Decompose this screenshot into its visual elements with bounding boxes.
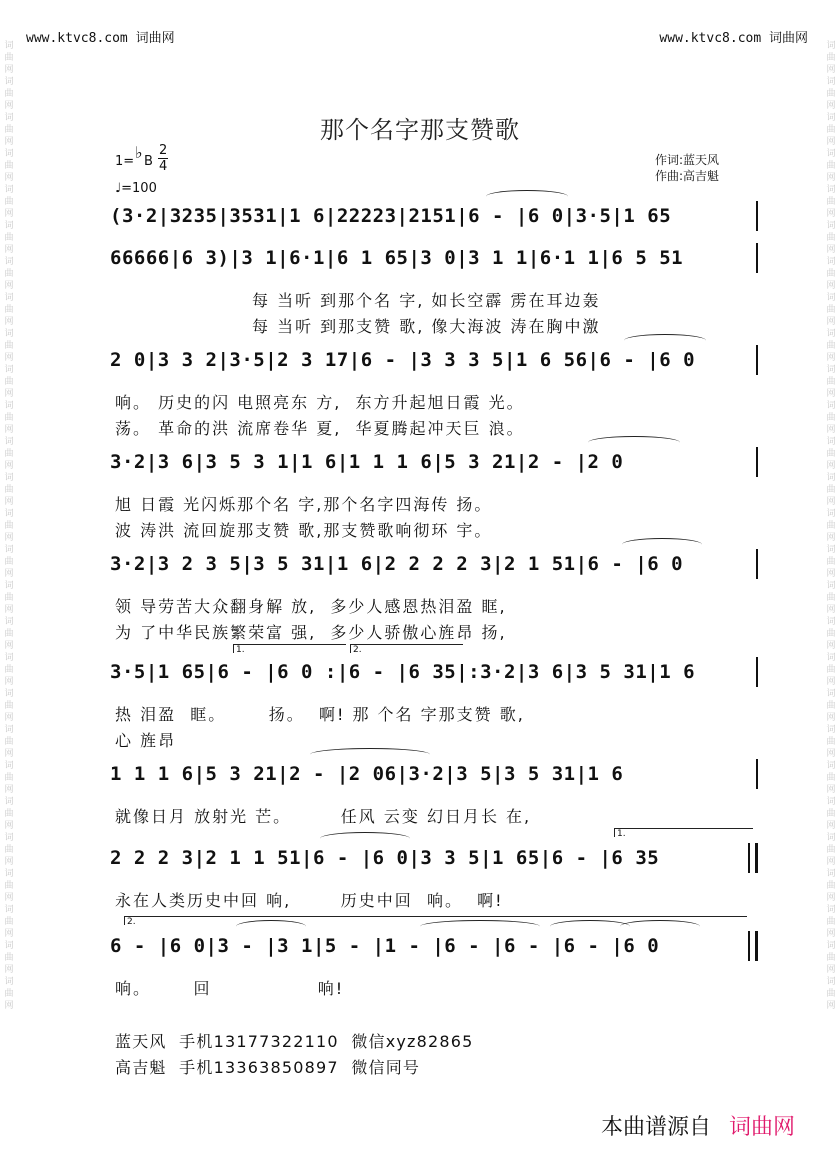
music-line-1: (3·2|3235|3531|1 6|22223|2151|6 - |6 0|3·5|1 65 — [110, 205, 672, 227]
lyric-verse-2: 为 了中华民族繁荣富 强, 多少人骄傲心旌昂 扬, — [115, 623, 507, 642]
key-one: 1= — [115, 154, 135, 169]
side-watermark-right: 词曲网词曲网词曲网词曲网词曲网词曲网词曲网词曲网词曲网词曲网词曲网词曲网词曲网词曲网词曲网词曲网词曲网词曲网词曲网词曲网词曲网词曲网词曲网词曲网词曲网词曲网词曲网 — [826, 41, 836, 1011]
music-line-8: 2 2 2 3|2 1 1 51|6 - |6 0|3 3 5|1 65|6 - |6 35 — [110, 847, 660, 869]
volta-1: 1. — [233, 644, 346, 653]
slur — [486, 190, 568, 203]
volta-2: 2. — [124, 916, 747, 925]
slur — [420, 920, 540, 933]
slur — [320, 832, 410, 845]
music-line-4: 3·2|3 6|3 5 3 1|1 6|1 1 1 6|5 3 21|2 - |2 0 — [110, 451, 624, 473]
lyricist: 作词:蓝天风 — [655, 153, 720, 167]
time-signature — [158, 143, 168, 174]
lyric-verse-1: 每 当听 到那个名 字, 如长空霹 雳在耳边轰 — [252, 291, 601, 310]
barline — [756, 201, 758, 231]
time-bottom: 4 — [159, 159, 168, 174]
composer: 作曲:高吉魁 — [655, 169, 720, 183]
lyric-verse-1: 就像日月 放射光 芒。 任风 云变 幻日月长 在, — [115, 807, 532, 826]
lyric-verse-2: 荡。 革命的洪 流席卷华 夏, 华夏腾起冲天巨 浪。 — [115, 419, 525, 438]
music-line-6: 3·5|1 65|6 - |6 0 :|6 - |6 35|:3·2|3 6|3 5 31|1 6 — [110, 661, 696, 683]
slur — [236, 920, 306, 933]
volta-1: 1. — [614, 828, 753, 837]
barline — [756, 549, 758, 579]
source-footer — [601, 1110, 795, 1141]
site-url-right[interactable]: www.ktvc8.com 词曲网 — [659, 31, 808, 46]
key-letter: B — [144, 154, 153, 169]
volta-2: 2. — [350, 644, 463, 653]
contact-composer: 高吉魁 手机13363850897 微信同号 — [115, 1058, 421, 1077]
barline — [756, 759, 758, 789]
source-brand-link[interactable]: 词曲网 — [728, 1115, 795, 1140]
repeat-barline — [748, 843, 758, 873]
music-line-3: 2 0|3 3 2|3·5|2 3 17|6 - |3 3 3 5|1 6 56|6 - |6 0 — [110, 349, 696, 371]
music-line-9: 6 - |6 0|3 - |3 1|5 - |1 - |6 - |6 - |6 - |6 0 — [110, 935, 660, 957]
slur — [550, 920, 630, 933]
key-signature — [113, 143, 193, 199]
flat-icon: ♭ — [135, 143, 143, 162]
barline — [756, 243, 758, 273]
lyric-verse-1: 领 导劳苦大众翻身解 放, 多少人感恩热泪盈 眶, — [115, 597, 507, 616]
lyric-verse-1: 响。 历史的闪 电照亮东 方, 东方升起旭日霞 光。 — [115, 393, 525, 412]
tempo-mark: ♩=100 — [115, 181, 157, 196]
slur — [620, 920, 700, 933]
slur — [588, 436, 680, 449]
lyric-verse-2: 波 涛洪 流回旋那支赞 歌,那支赞歌响彻环 宇。 — [115, 521, 493, 540]
side-watermark-left: 词曲网词曲网词曲网词曲网词曲网词曲网词曲网词曲网词曲网词曲网词曲网词曲网词曲网词曲网词曲网词曲网词曲网词曲网词曲网词曲网词曲网词曲网词曲网词曲网词曲网词曲网词曲网 — [4, 41, 14, 1011]
lyric-verse-1: 永在人类历史中回 响, 历史中回 响。 啊! — [115, 891, 504, 910]
slur — [310, 748, 430, 761]
final-barline — [748, 931, 758, 961]
lyric-verse-1: 旭 日霞 光闪烁那个名 字,那个名字四海传 扬。 — [115, 495, 493, 514]
lyric-verse-2: 心 旌昂 — [115, 731, 177, 750]
time-top: 2 — [159, 143, 168, 158]
music-line-5: 3·2|3 2 3 5|3 5 31|1 6|2 2 2 2 3|2 1 51|6 - |6 0 — [110, 553, 684, 575]
song-title: 那个名字那支赞歌 — [320, 116, 520, 144]
music-line-2: 66666|6 3)|3 1|6·1|6 1 65|3 0|3 1 1|6·1 1|6 5 51 — [110, 247, 684, 269]
contact-lyricist: 蓝天风 手机13177322110 微信xyz82865 — [115, 1032, 474, 1051]
music-line-7: 1 1 1 6|5 3 21|2 - |2 06|3·2|3 5|3 5 31|1 6 — [110, 763, 624, 785]
lyric-verse-2: 每 当听 到那支赞 歌, 像大海波 涛在胸中激 — [252, 317, 601, 336]
slur — [624, 334, 706, 347]
barline — [756, 345, 758, 375]
site-url-left[interactable]: www.ktvc8.com 词曲网 — [26, 31, 175, 46]
lyric-verse-1: 响。 回 响! — [115, 979, 345, 998]
barline — [756, 657, 758, 687]
source-label: 本曲谱源自 — [600, 1115, 711, 1140]
credits — [655, 152, 719, 184]
lyric-verse-1: 热 泪盈 眶。 扬。 啊! 那 个名 字那支赞 歌, — [115, 705, 525, 724]
slur — [622, 538, 702, 551]
barline — [756, 447, 758, 477]
